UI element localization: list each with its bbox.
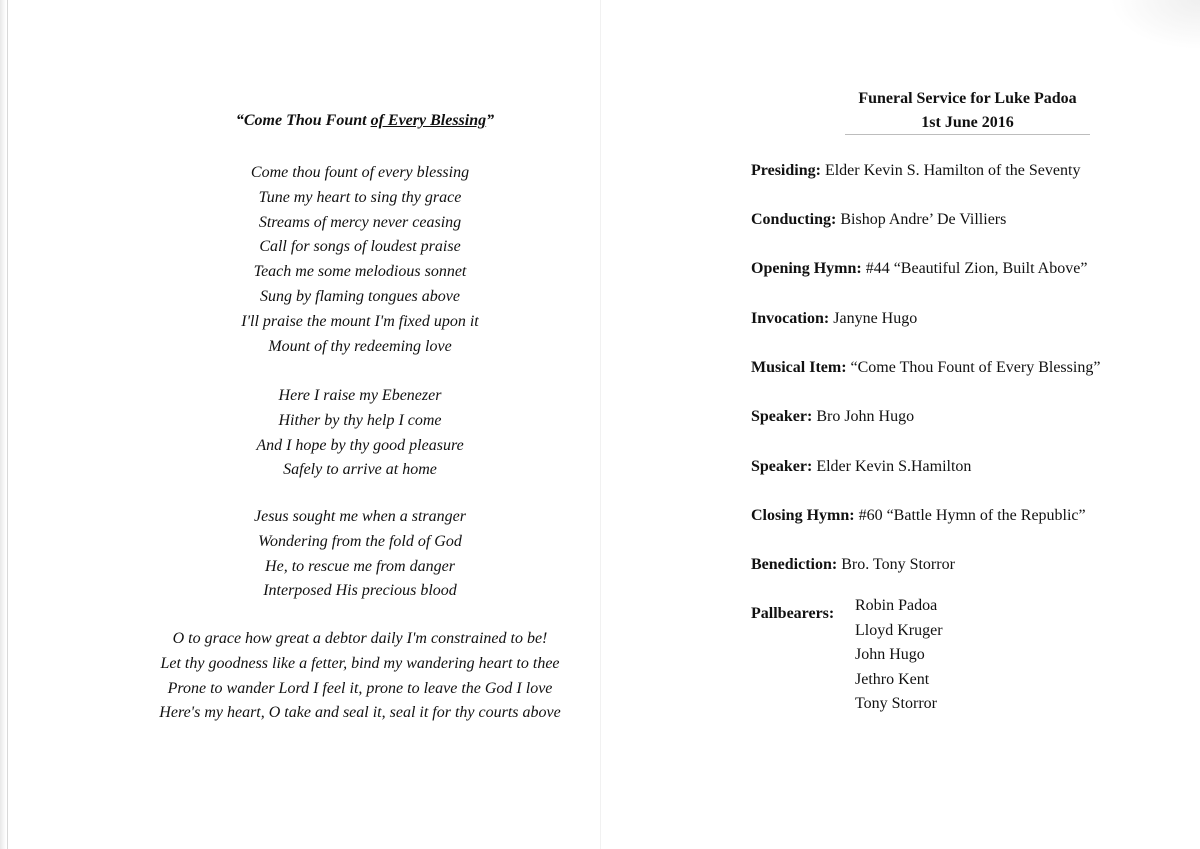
pallbearer-name: John Hugo [855, 646, 925, 664]
verse-line: Jesus sought me when a stranger [254, 508, 466, 525]
row-label: Closing Hymn: [751, 507, 855, 524]
program-row-presiding [751, 162, 1080, 180]
hymn-title-end: ” [486, 112, 495, 129]
program-row-closing-hymn [751, 507, 1086, 525]
hymn-title-underlined: of Every Blessing [370, 112, 487, 129]
verse-line: Come thou fount of every blessing [250, 164, 470, 181]
row-label: Conducting: [751, 211, 837, 228]
pallbearer-name: Tony Storror [855, 695, 937, 713]
row-label: Invocation: [751, 310, 830, 327]
verse-line: He, to rescue me from danger [265, 557, 455, 575]
row-value: Janyne Hugo [829, 310, 918, 327]
verse-line: Prone to wander Lord I feel it, prone to leave the God I love [167, 679, 553, 697]
row-label: Musical Item: [751, 359, 847, 376]
hymn-verse-3 [210, 505, 510, 604]
hymn-title [200, 112, 530, 130]
row-label: Benediction: [751, 556, 838, 573]
row-value: Bishop Andre’ De Villiers [836, 211, 1007, 228]
program-row-opening-hymn [751, 260, 1087, 278]
row-value: “Come Thou Fount of Every Blessing” [846, 359, 1101, 376]
pallbearer-name: Jethro Kent [855, 670, 930, 688]
program-row-conducting [751, 211, 1006, 229]
row-label: Opening Hymn: [751, 260, 862, 277]
verse-line: Tune my heart to sing thy grace [258, 188, 462, 206]
program-header [845, 87, 1090, 135]
verse-line: Here's my heart, O take and seal it, seal it for thy courts above [159, 704, 561, 722]
hymn-verse-1 [210, 161, 510, 359]
program-row-invocation [751, 310, 917, 328]
row-value: Bro. Tony Storror [837, 556, 955, 573]
row-value: Elder Kevin S. Hamilton of the Seventy [820, 162, 1081, 179]
hymn-verse-2 [210, 384, 510, 483]
verse-line: And I hope by thy good pleasure [256, 436, 464, 454]
verse-line: Let thy goodness like a fetter, bind my wandering heart to thee [160, 654, 560, 672]
row-value: Bro John Hugo [812, 408, 915, 425]
program-date: 1st June 2016 [921, 114, 1014, 131]
verse-line: Streams of mercy never ceasing [258, 213, 462, 231]
verse-line: I'll praise the mount I'm fixed upon it [241, 312, 479, 330]
row-label: Speaker: [751, 408, 813, 425]
verse-line: Mount of thy redeeming love [268, 337, 452, 355]
verse-line: Sung by flaming tongues above [260, 287, 460, 305]
page-edge-line [7, 0, 8, 849]
fold-line [600, 0, 601, 849]
program-row-speaker-1 [751, 408, 914, 426]
verse-line: O to grace how great a debtor daily I'm constrained to be! [172, 630, 548, 647]
program-row-musical-item [751, 359, 1100, 377]
verse-line: Teach me some melodious sonnet [253, 263, 467, 281]
verse-line: Hither by thy help I come [278, 411, 442, 429]
row-value: Elder Kevin S.Hamilton [812, 458, 972, 475]
row-value: #44 “Beautiful Zion, Built Above” [861, 260, 1088, 277]
program-row-speaker-2 [751, 458, 971, 476]
row-value: #60 “Battle Hymn of the Republic” [854, 507, 1086, 524]
row-label: Speaker: [751, 458, 813, 475]
verse-line: Here I raise my Ebenezer [278, 387, 442, 404]
program-row-benediction [751, 556, 955, 574]
verse-line: Wondering from the fold of God [258, 532, 462, 550]
hymn-chorus [120, 627, 600, 726]
hymn-title-part: “Come Thou Fount [235, 112, 371, 129]
pallbearer-name: Lloyd Kruger [855, 621, 943, 639]
scan-smudge [1110, 0, 1200, 50]
pallbearer-name: Robin Padoa [855, 597, 938, 614]
row-label: Presiding: [751, 162, 821, 179]
pallbearers-list [855, 594, 943, 717]
verse-line: Interposed His precious blood [263, 582, 457, 600]
header-divider [845, 134, 1090, 135]
pallbearers-label: Pallbearers: [751, 605, 835, 622]
program-title: Funeral Service for Luke Padoa [858, 90, 1077, 107]
verse-line: Safely to arrive at home [283, 461, 437, 479]
verse-line: Call for songs of loudest praise [259, 238, 461, 256]
page-edge-shadow [0, 0, 6, 849]
